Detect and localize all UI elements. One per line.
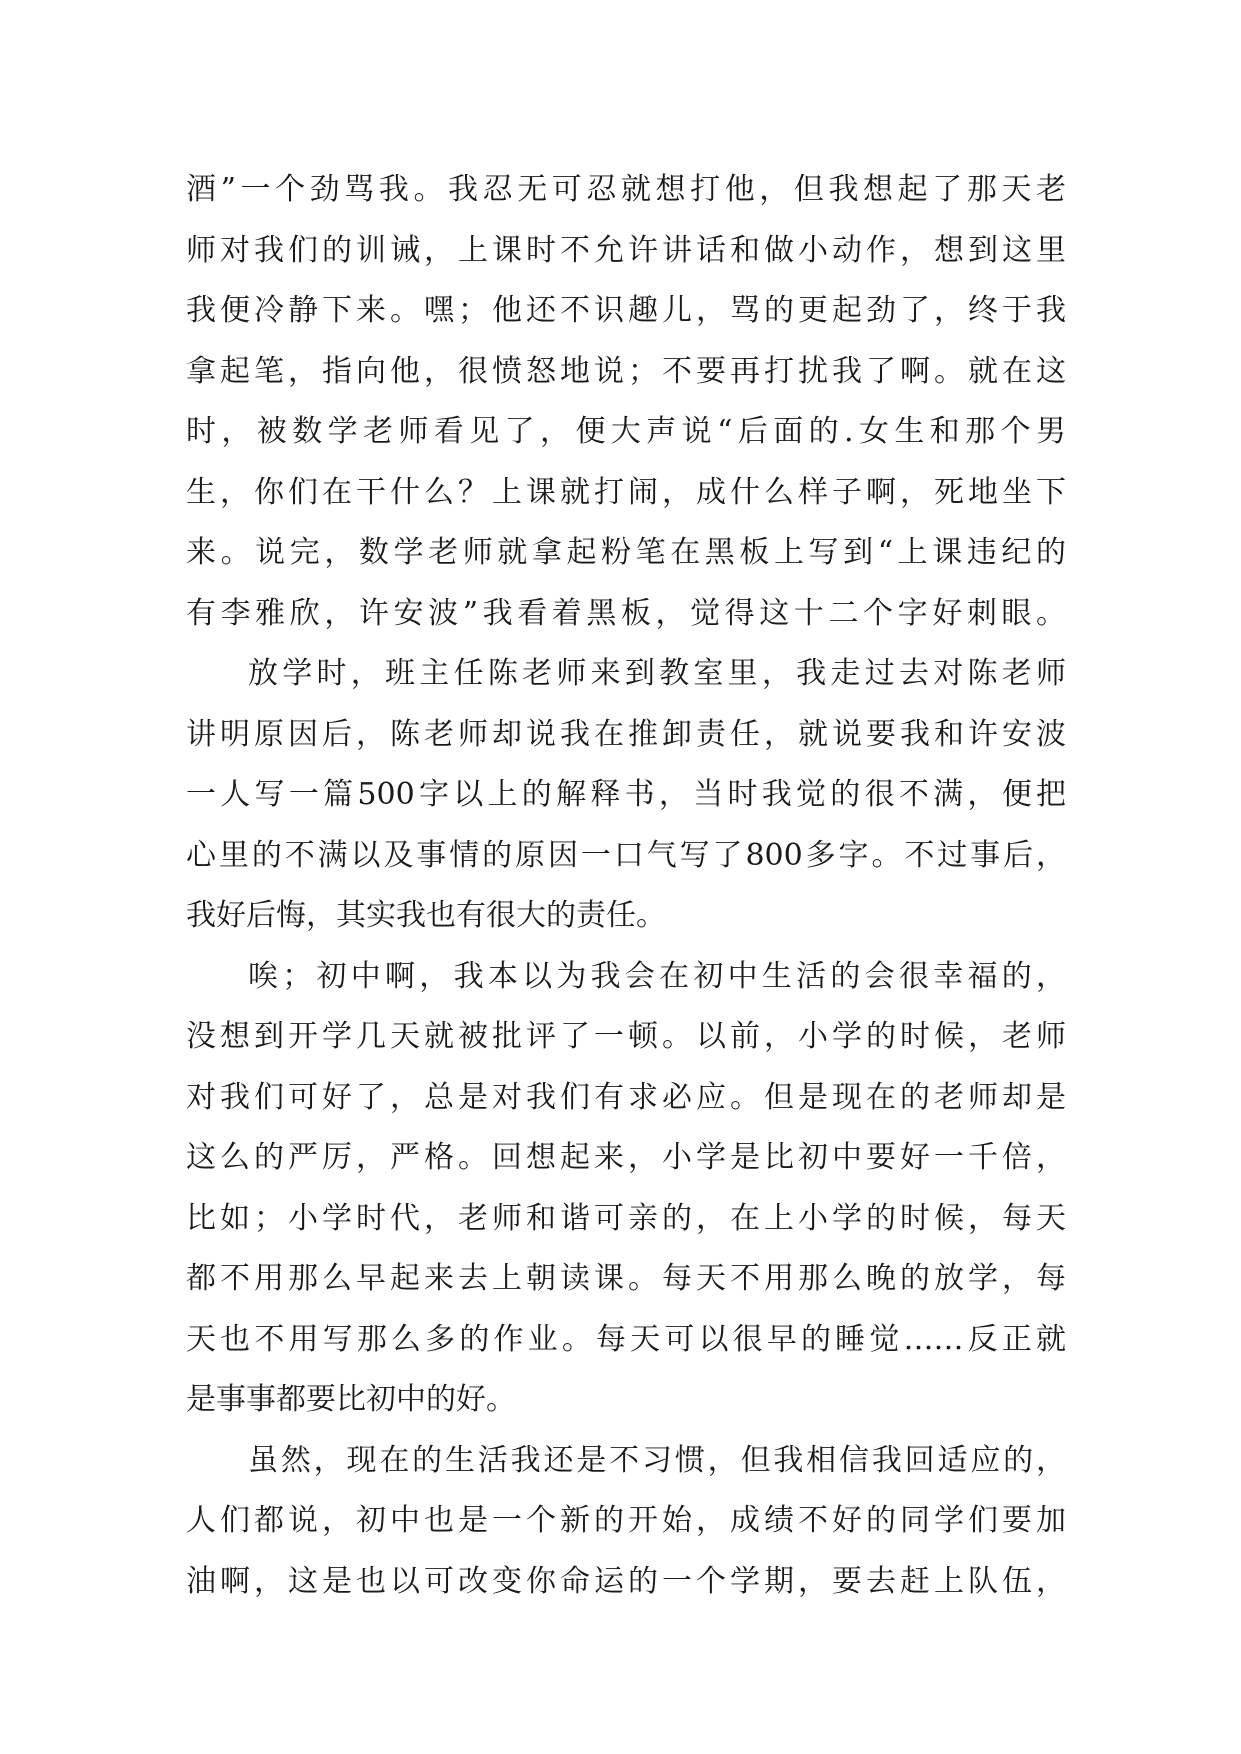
text-line: 我好后悔，其实我也有很大的责任。 <box>186 898 666 933</box>
text-line: 唉；初中啊，我本以为我会在初中生活的会很幸福的， <box>248 958 1066 994</box>
paragraph-3 <box>186 947 1066 1431</box>
paragraph-2 <box>186 644 1066 947</box>
text-line: 没想到开学几天就被批评了一顿。以前，小学的时候，老师 <box>186 1019 1066 1054</box>
text-line: 有李雅欣，许安波”我看着黑板，觉得这十二个字好刺眼。 <box>186 595 1066 631</box>
text-line: 一人写一篇500字以上的解释书，当时我觉的很不满，便把 <box>186 777 1066 812</box>
paragraph-4 <box>186 1431 1066 1613</box>
text-line: 讲明原因后，陈老师却说我在推卸责任，就说要我和许安波 <box>186 716 1066 752</box>
text-line: 对我们可好了，总是对我们有求必应。但是现在的老师却是 <box>186 1079 1066 1115</box>
text-line: 虽然，现在的生活我还是不习惯，但我相信我回适应的， <box>248 1442 1066 1478</box>
text-line: 油啊，这是也以可改变你命运的一个学期，要去赶上队伍， <box>186 1563 1066 1599</box>
text-line: 是事事都要比初中的好。 <box>186 1382 516 1417</box>
paragraph-1 <box>186 160 1066 644</box>
text-line: 这么的严厉，严格。回想起来，小学是比初中要好一千倍， <box>186 1140 1066 1175</box>
text-line: 心里的不满以及事情的原因一口气写了800多字。不过事后， <box>186 837 1066 873</box>
text-line: 放学时，班主任陈老师来到教室里，我走过去对陈老师 <box>248 656 1066 691</box>
text-line: 酒”一个劲骂我。我忍无可忍就想打他，但我想起了那天老 <box>186 172 1066 207</box>
text-line: 时，被数学老师看见了，便大声说“后面的.女生和那个男 <box>186 414 1066 449</box>
text-line: 师对我们的训诫，上课时不允许讲话和做小动作，想到这里 <box>186 232 1066 268</box>
text-line: 拿起笔，指向他，很愤怒地说；不要再打扰我了啊。就在这 <box>186 353 1066 389</box>
text-line: 天也不用写那么多的作业。每天可以很早的睡觉……反正就 <box>186 1321 1066 1357</box>
text-line: 人们都说，初中也是一个新的开始，成绩不好的同学们要加 <box>186 1503 1066 1538</box>
text-line: 比如；小学时代，老师和谐可亲的，在上小学的时候，每天 <box>186 1200 1066 1236</box>
text-line: 来。说完，数学老师就拿起粉笔在黑板上写到“上课违纪的 <box>186 535 1066 570</box>
document-body <box>186 160 1066 1612</box>
text-line: 我便冷静下来。嘿；他还不识趣儿，骂的更起劲了，终于我 <box>186 293 1066 328</box>
text-line: 都不用那么早起来去上朝读课。每天不用那么晚的放学，每 <box>186 1261 1066 1296</box>
text-line: 生，你们在干什么？上课就打闹，成什么样子啊，死地坐下 <box>186 474 1066 510</box>
